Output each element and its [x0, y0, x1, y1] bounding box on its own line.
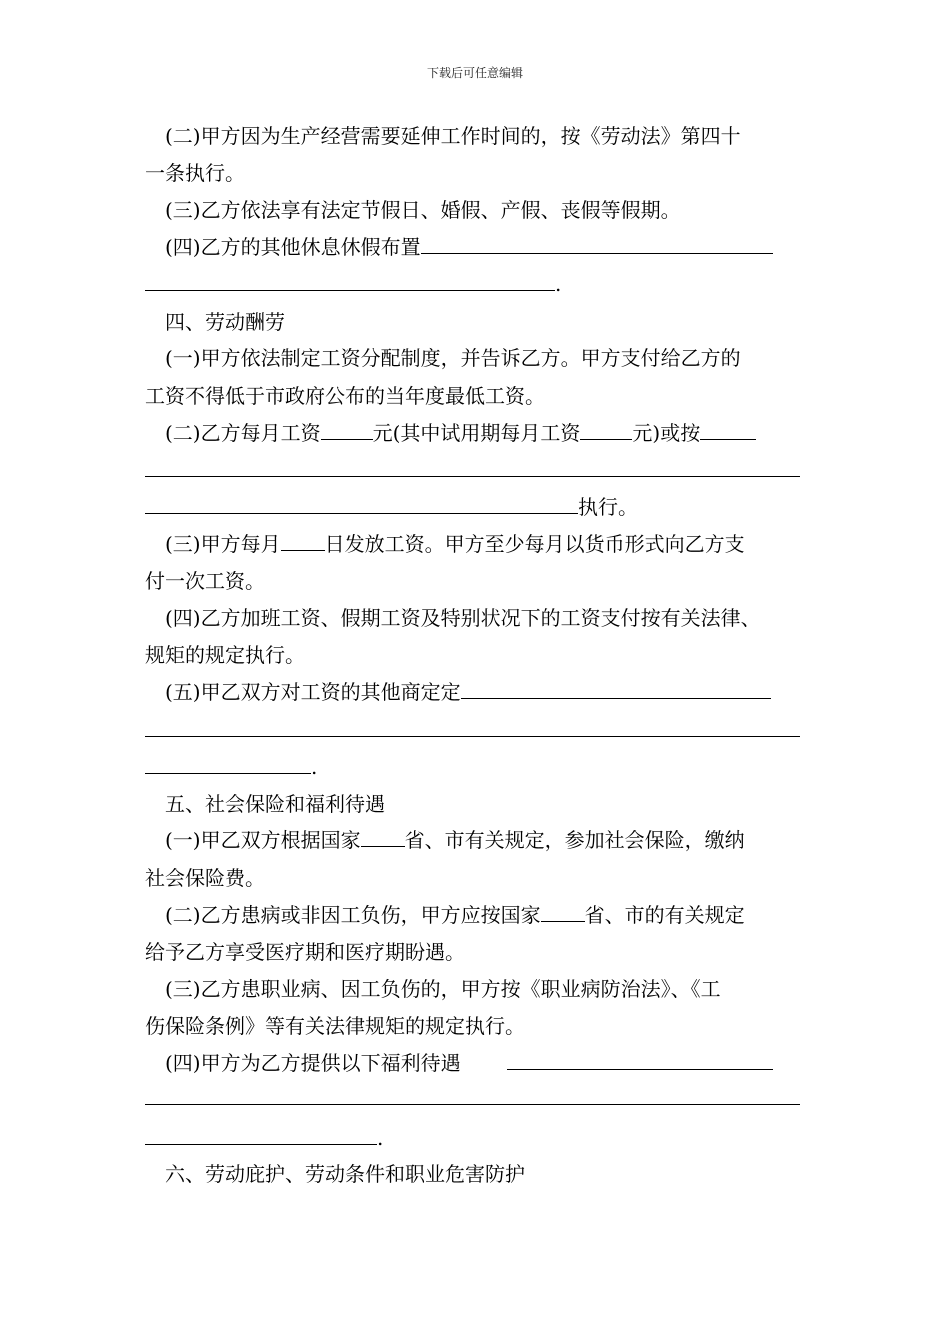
paragraph-4-4-line-2: 规矩的规定执行。 [145, 643, 305, 667]
paragraph-3-4 [165, 233, 773, 261]
paragraph-3-2-line-2: 一条执行。 [145, 161, 245, 185]
paragraph-4-2-text-c: 元)或按 [632, 421, 701, 445]
fill-line [145, 476, 800, 477]
paragraph-5-3-line-2: 伤保险条例》等有关法律规矩的规定执行。 [145, 1014, 525, 1038]
paragraph-4-3-text-a: (三)甲方每月 [165, 532, 281, 556]
paragraph-4-3-line-2: 付一次工资。 [145, 569, 265, 593]
section-5-title: 五、社会保险和福利待遇 [165, 792, 385, 816]
period: . [311, 755, 318, 779]
fill-line [145, 736, 800, 737]
paragraph-4-5 [165, 678, 771, 706]
paragraph-4-2-text-b: 元(其中试用期每月工资 [372, 421, 581, 445]
paragraph-3-4-text: (四)乙方的其他休息休假布置 [165, 235, 421, 259]
paragraph-4-3 [165, 530, 745, 558]
fill-blank [461, 679, 771, 699]
section-4-title: 四、劳动酬劳 [165, 310, 285, 334]
paragraph-5-1-line-2: 社会保险费。 [145, 866, 265, 890]
province-blank [361, 827, 405, 847]
fill-blank [145, 1125, 377, 1145]
paragraph-3-4-line-2 [145, 270, 561, 298]
paragraph-5-2-text-a: (二)乙方患病或非因工负伤，甲方应按国家 [165, 903, 541, 927]
paragraph-5-2 [165, 901, 745, 929]
paragraph-4-3-text-b: 日发放工资。甲方至少每月以货币形式向乙方支 [324, 532, 745, 556]
paragraph-5-4 [165, 1049, 773, 1077]
paragraph-4-2-end [145, 493, 638, 521]
period: . [377, 1126, 384, 1150]
fill-blank [145, 494, 578, 514]
paragraph-4-2-text-a: (二)乙方每月工资 [165, 421, 321, 445]
paragraph-5-2-line-2: 给予乙方享受医疗期和医疗期盼遇。 [145, 940, 465, 964]
fill-blank [145, 754, 311, 774]
paragraph-5-1-text-b: 省、市有关规定，参加社会保险，缴纳 [404, 828, 745, 852]
fill-blank [507, 1050, 773, 1070]
paragraph-4-1-line-1: (一)甲方依法制定工资分配制度，并告诉乙方。甲方支付给乙方的 [165, 346, 741, 370]
paragraph-4-5-line-3 [145, 753, 317, 781]
province-blank [541, 902, 585, 922]
paragraph-5-2-text-b: 省、市的有关规定 [584, 903, 745, 927]
page-header-note: 下载后可任意编辑 [426, 66, 523, 80]
paragraph-4-2 [165, 419, 756, 447]
paragraph-5-4-line-3 [145, 1124, 383, 1152]
paragraph-4-4-line-1: (四)乙方加班工资、假期工资及特别状况下的工资支付按有关法律、 [165, 606, 761, 630]
fill-blank [700, 420, 756, 440]
paragraph-4-5-text: (五)甲乙双方对工资的其他商定定 [165, 680, 461, 704]
fill-blank [421, 234, 773, 254]
probation-salary-blank [580, 420, 632, 440]
paragraph-3-3: (三)乙方依法享有法定节假日、婚假、产假、丧假等假期。 [165, 198, 681, 222]
salary-blank [321, 420, 373, 440]
paragraph-5-4-text: (四)甲方为乙方提供以下福利待遇 [165, 1051, 461, 1075]
payday-blank [281, 531, 325, 551]
paragraph-4-2-end-text: 执行。 [578, 495, 638, 519]
paragraph-3-2-line-1: (二)甲方因为生产经营需要延伸工作时间的，按《劳动法》第四十 [165, 124, 741, 148]
paragraph-4-1-line-2: 工资不得低于市政府公布的当年度最低工资。 [145, 384, 545, 408]
paragraph-5-3-line-1: (三)乙方患职业病、因工负伤的，甲方按《职业病防治法》、《工 [165, 977, 721, 1001]
fill-line [145, 1104, 800, 1105]
section-6-title: 六、劳动庇护、劳动条件和职业危害防护 [165, 1162, 525, 1186]
paragraph-5-1 [165, 826, 745, 854]
paragraph-5-1-text-a: (一)甲乙双方根据国家 [165, 828, 361, 852]
period: . [555, 272, 562, 296]
fill-blank [145, 271, 555, 291]
